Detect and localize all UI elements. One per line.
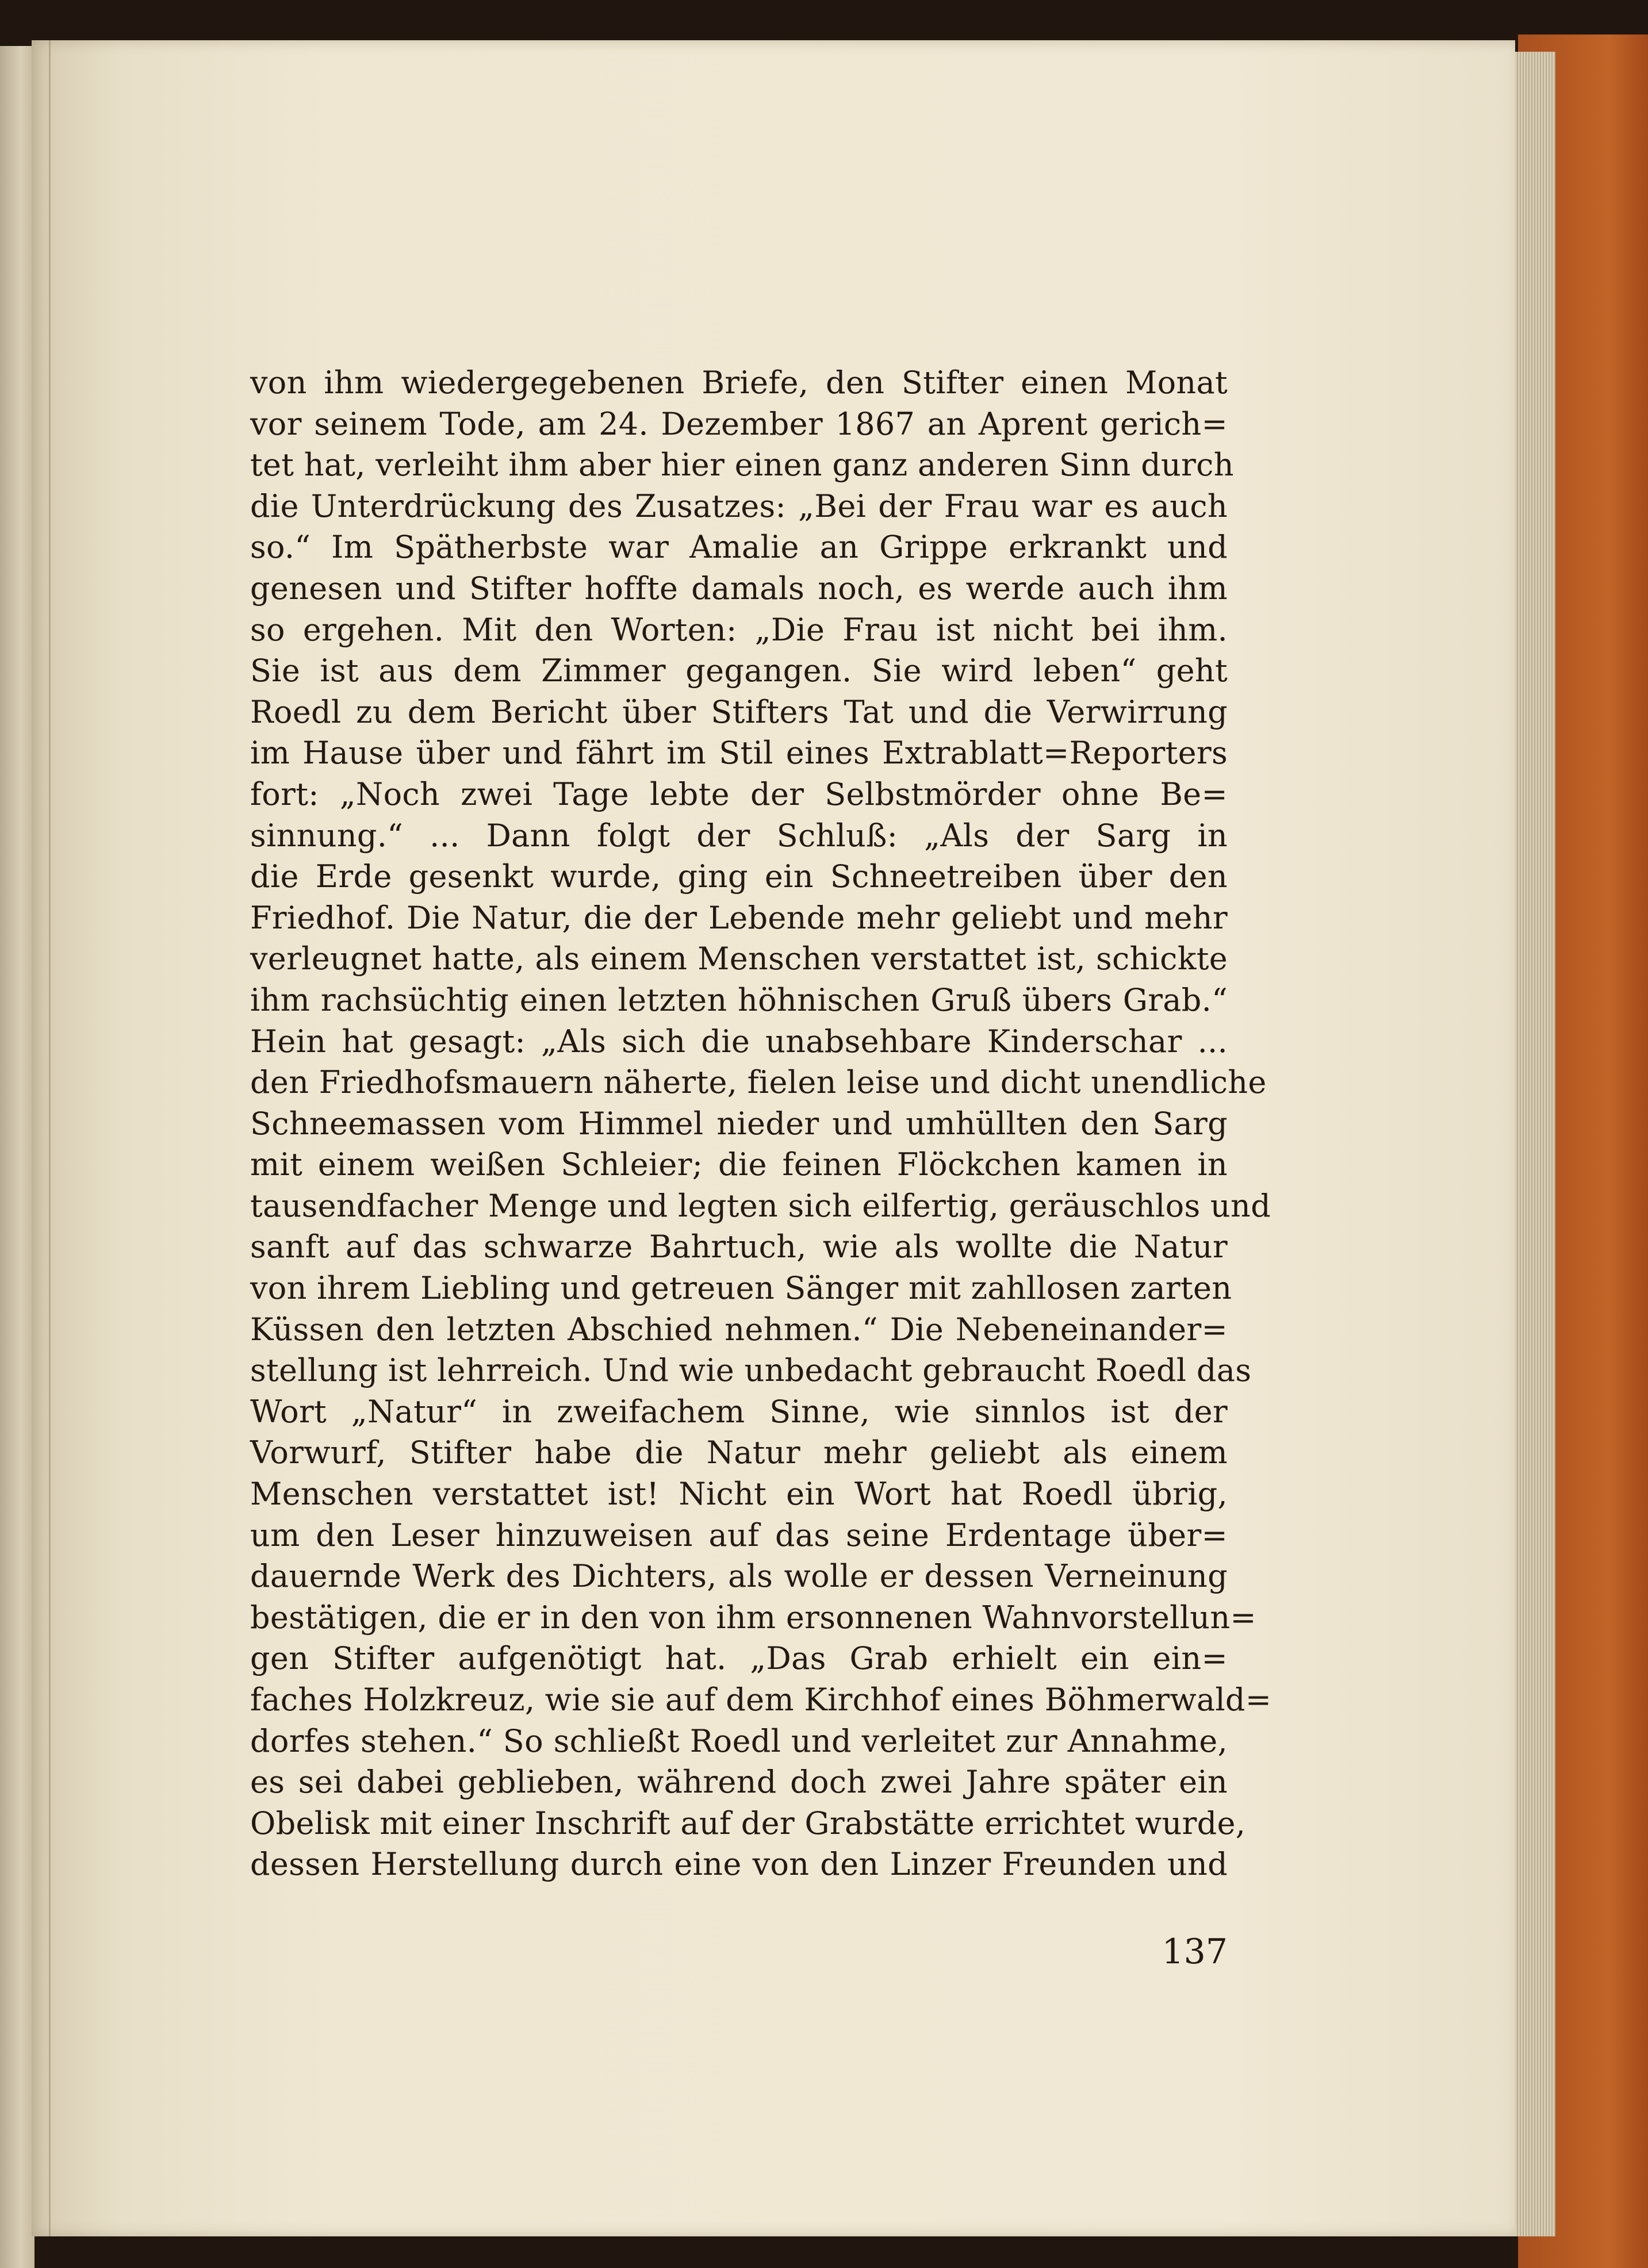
text-line: so ergehen. Mit den Worten: „Die Frau ist nicht bei ihm. [250,611,1228,648]
book-page [32,40,1515,2236]
text-line: gen Stifter aufgenötigt hat. „Das Grab erhielt ein ein= [250,1640,1228,1677]
left-page-edge [0,46,35,2268]
page-number: 137 [1162,1932,1228,1972]
text-line: faches Holzkreuz, wie sie auf dem Kirchhof eines Böhmerwald= [250,1682,1272,1718]
text-line: Menschen verstattet ist! Nicht ein Wort hat Roedl übrig, [250,1476,1228,1513]
text-line: im Hause über und fährt im Stil eines Extrablatt=Reporters [250,735,1228,772]
text-line: so.“ Im Spätherbste war Amalie an Grippe erkrankt und [250,529,1228,566]
text-line: Roedl zu dem Bericht über Stifters Tat und die Verwirrung [250,693,1228,730]
text-line: Sie ist aus dem Zimmer gegangen. Sie wird leben“ geht [250,653,1228,689]
text-line: sinnung.“ ... Dann folgt der Schluß: „Als der Sarg in [250,817,1228,854]
text-line: tausendfacher Menge und legten sich eilfertig, geräuschlos und [250,1187,1271,1224]
text-line: Obelisk mit einer Inschrift auf der Grabstätte errichtet wurde, [250,1805,1246,1841]
page-edges [1509,52,1555,2236]
text-line: sanft auf das schwarze Bahrtuch, wie als wollte die Natur [250,1229,1228,1265]
text-line: bestätigen, die er in den von ihm ersonnenen Wahnvorstellun= [250,1599,1256,1636]
body-text [250,362,1272,1885]
text-line: Wort „Natur“ in zweifachem Sinne, wie sinnlos ist der [250,1393,1228,1430]
text-line: Vorwurf, Stifter habe die Natur mehr geliebt als einem [250,1434,1228,1471]
text-line: von ihm wiedergegebenen Briefe, den Stifter einen Monat [250,364,1228,401]
text-line: Schneemassen vom Himmel nieder und umhüllten den Sarg [250,1105,1228,1142]
text-line: tet hat, verleiht ihm aber hier einen ganz anderen Sinn durch [250,447,1234,483]
text-line: dessen Herstellung durch eine von den Linzer Freunden und [250,1846,1228,1883]
text-line: stellung ist lehrreich. Und wie unbedacht gebraucht Roedl das [250,1352,1252,1389]
text-line: es sei dabei geblieben, während doch zwei Jahre später ein [250,1764,1228,1801]
text-line: genesen und Stifter hoffte damals noch, es werde auch ihm [250,570,1228,607]
text-line: die Erde gesenkt wurde, ging ein Schneetreiben über den [250,858,1228,895]
text-line: fort: „Noch zwei Tage lebte der Selbstmörder ohne Be= [250,776,1228,812]
text-line: von ihrem Liebling und getreuen Sänger mit zahllosen zarten [250,1270,1232,1307]
text-line: dorfes stehen.“ So schließt Roedl und verleitet zur Annahme, [250,1722,1228,1759]
text-line: Friedhof. Die Natur, die der Lebende mehr geliebt und mehr [250,899,1228,936]
text-line: dauernde Werk des Dichters, als wolle er dessen Verneinung [250,1558,1228,1595]
text-line: verleugnet hatte, als einem Menschen verstattet ist, schickte [250,941,1228,977]
text-line: den Friedhofsmauern näherte, fielen leise und dicht unendliche [250,1064,1267,1101]
text-line: Küssen den letzten Abschied nehmen.“ Die Nebeneinander= [250,1311,1228,1348]
text-line: die Unterdrückung des Zusatzes: „Bei der Frau war es auch [250,488,1228,524]
text-line: vor seinem Tode, am 24. Dezember 1867 an Aprent gerich= [250,405,1228,442]
text-line: um den Leser hinzuweisen auf das seine Erdentage über= [250,1517,1228,1553]
text-line: ihm rachsüchtig einen letzten höhnischen Gruß übers Grab.“ [250,981,1228,1018]
text-line: mit einem weißen Schleier; die feinen Flöckchen kamen in [250,1146,1228,1183]
text-line: Hein hat gesagt: „Als sich die unabsehbare Kinderschar ... [250,1023,1228,1060]
gutter [49,40,51,2236]
